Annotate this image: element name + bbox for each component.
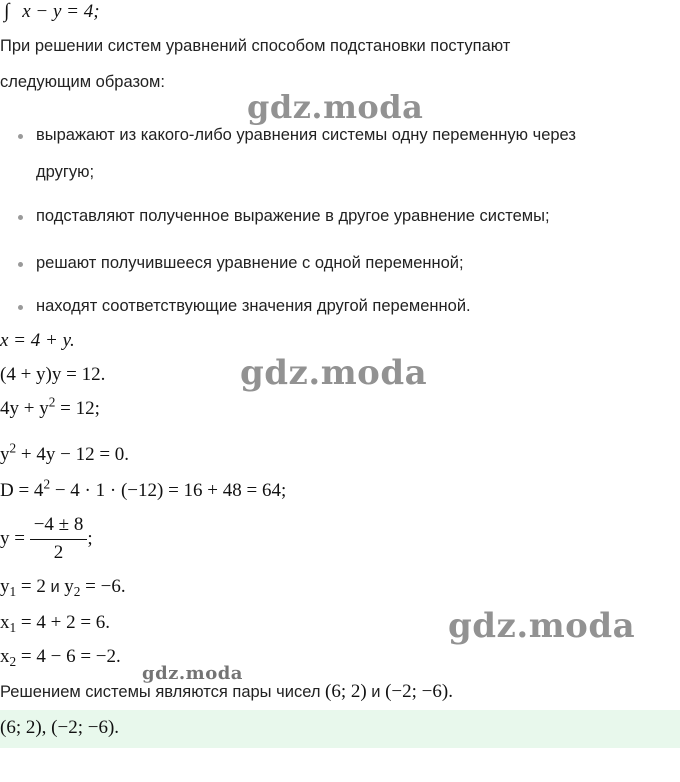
answer-text: (6; 2), (−2; −6). [0, 717, 120, 738]
step-quadratic: $y^2 + 4y - 12 = 0$. [0, 440, 130, 465]
intro-line-2: следующим образом: [0, 73, 165, 91]
step-express-x: x = 4 + y. [0, 330, 75, 351]
watermark: gdz.moda [240, 353, 428, 393]
bullet-dot-icon [18, 262, 23, 267]
conclusion: Решением системы являются пары чисел (6; 2) и (−2; −6). [0, 681, 453, 702]
bullet-dot-icon [18, 305, 23, 310]
bullet-dot-icon [18, 215, 23, 220]
intro-line-1: При решении систем уравнений способом подстановки поступают [0, 37, 511, 55]
list-item: подставляют полученное выражение в другое уравнение системы; [36, 207, 550, 225]
fraction: $\frac{-4 \pm 8}{2}$ [30, 514, 88, 564]
watermark-small: gdz.moda [142, 663, 243, 684]
list-item: находят соответствующие значения другой переменной. [36, 297, 471, 315]
answer-box [0, 710, 680, 748]
list-item: выражают из какого-либо уравнения системы одну переменную через [36, 126, 576, 144]
bullet-dot-icon [18, 134, 23, 139]
step-discriminant: $D = 4^2 - 4 \cdot 1 \cdot (-12) = 16 + 48 = 64$; [0, 476, 287, 501]
step-x1: $x_1 = 4 + 2 = 6$. [0, 612, 111, 635]
step-substitute: (4 + y)y = 12. [0, 364, 106, 385]
brace-icon: ∫ [4, 0, 10, 22]
system-brace-equation [4, 0, 100, 23]
step-expand: $4y + y^2 = 12$; [0, 394, 100, 419]
top-equation: x − y = 4; [22, 1, 100, 22]
step-roots-formula: y = $\frac{-4 \pm 8}{2}$ ; [0, 514, 93, 563]
list-item-continued: другую; [36, 163, 95, 181]
list-item: решают получившееся уравнение с одной переменной; [36, 254, 464, 272]
step-x2: $x_2 = 4 - 6 = -2$. [0, 646, 121, 669]
watermark: gdz.moda [448, 606, 636, 646]
watermark: gdz.moda [247, 88, 424, 126]
step-y-values: $y_1 = 2$ и $y_2 = -6$. [0, 576, 126, 599]
